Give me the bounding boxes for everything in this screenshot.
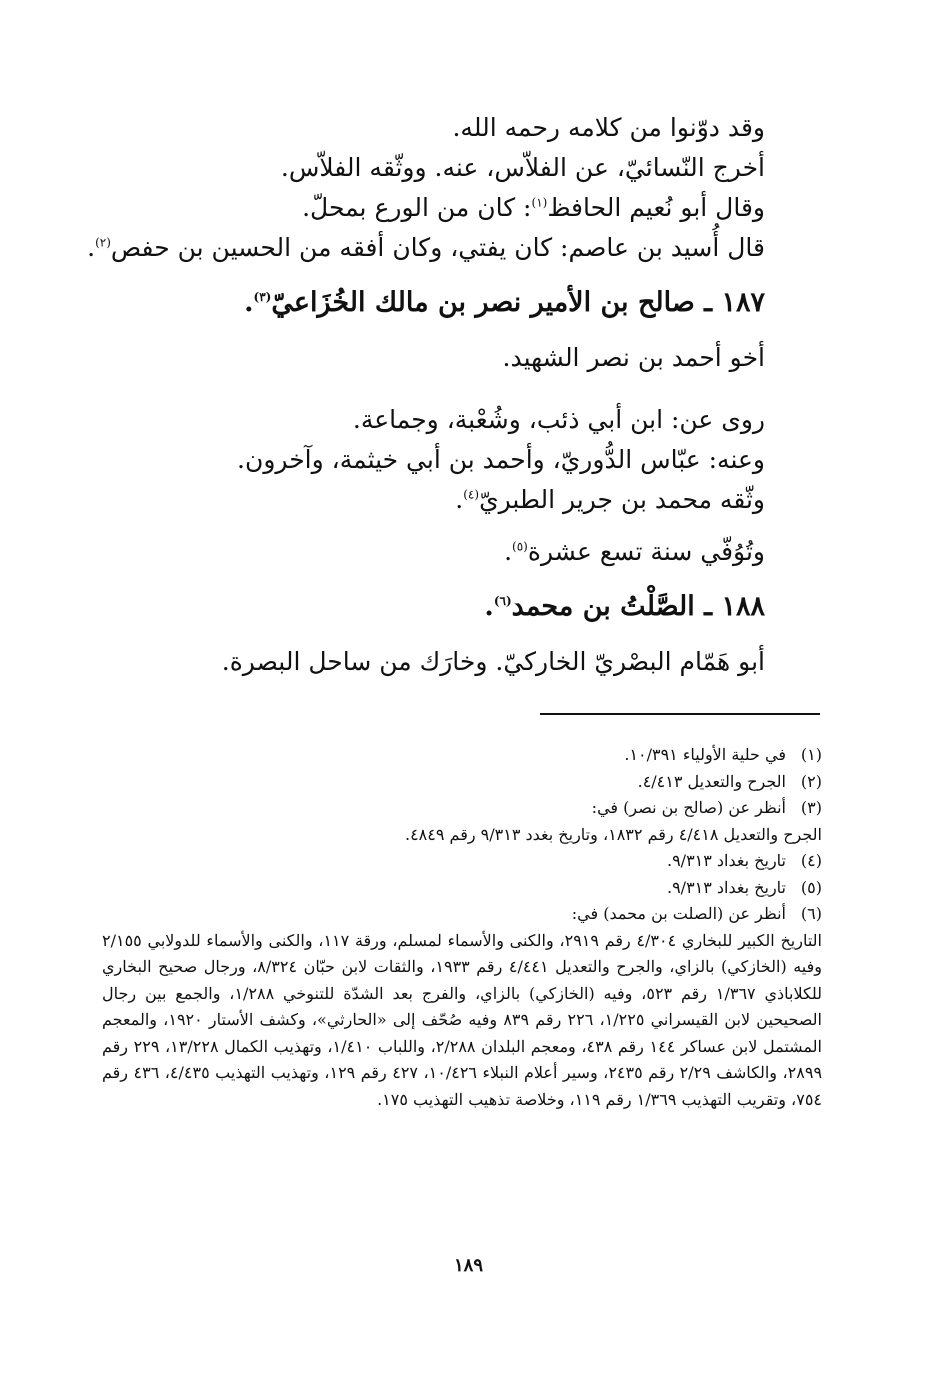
footnote-6-cont: التاريخ الكبير للبخاري ٤/٣٠٤ رقم ٢٩١٩، والكنى والأسماء لمسلم، ورقة ١١٧، والكنى والأسماء للدولابي ٢/١٥٥ وفيه (الخازكي) بالزاي، والجرح والتعديل ٤/٤٤١ رقم ١٩٣٣، والثقات لابن حبّان ٨/٣٢٤، ورجال صحيح البخاري للكلاباذي ١/٣٦٧ رقم ٥٢٣، وفيه (الخازكي) بالزاي، والفرج بعد الشدّة للتنوخي ١/٢٨٨، والجمع بين رجال الصحيحين لابن القيسراني ١/٢٢٥، ٢٢٦ رقم ٨٣٩ وفيه صُحّف إلى «الحارثي»، وكشف الأستار ١٩٢٠، والمعجم المشتمل لابن عساكر ١٤٤ رقم ٤٣٨، ومعجم البلدان ٢/٢٨٨، واللباب ١/٤١٠، وتهذيب الكمال ١٣/٢٢٨، ٢٢٩ رقم ٢٨٩٩، والكاشف ٢/٢٩ رقم ٢٤٣٥، وسير أعلام النبلاء ١٠/٤٢٦، ٤٢٧ رقم ١٢٩، وتهذيب التهذيب ٤/٤٣٥، ٤٣٦ رقم ٧٥٤، وتقريب التهذيب ١/٣٦٩ رقم ١١٩، وخلاصة تذهيب التهذيب ١٧٥. bbox=[102, 930, 823, 1109]
footnote-6: (٦)أنظر عن (الصلت بن محمد) في: bbox=[571, 904, 822, 923]
footnote-ref: (٣) bbox=[253, 290, 272, 304]
footnote-5: (٥)تاريخ بغداد ٩/٣١٣. bbox=[666, 877, 822, 897]
text-line: وقد دوّنوا من كلامه رحمه الله. bbox=[452, 113, 765, 142]
footnote-3-cont: الجرح والتعديل ٤/٤١٨ رقم ١٨٣٢، وتاريخ بغدد ٩/٣١٣ رقم ٤٨٤٩. bbox=[404, 824, 822, 844]
footnote-ref: (٤) bbox=[463, 487, 480, 502]
footnote-ref: (٥) bbox=[512, 539, 528, 554]
text-line: قال أُسيد بن عاصم: كان يفتي، وكان أفقه من الحسين بن حفص$^{(٢)}$. bbox=[87, 233, 765, 262]
footnote-divider bbox=[540, 713, 820, 715]
text-line: وتُوُفّي سنة تسع عشرة$^{(٥)}$. bbox=[504, 537, 765, 566]
text-line: أخو أحمد بن نصر الشهيد. bbox=[502, 343, 765, 372]
page-number: ١٨٩ bbox=[453, 1255, 483, 1276]
main-text bbox=[87, 108, 765, 682]
footnote-3: (٣)أنظر عن (صالح بن نصر) في: bbox=[591, 798, 822, 817]
footnote-4: (٤)تاريخ بغداد ٩/٣١٣. bbox=[666, 851, 822, 870]
footnotes bbox=[102, 742, 822, 1113]
text-line: روى عن: ابن أبي ذئب، وشُعْبة، وجماعة. bbox=[352, 405, 765, 434]
footnote-ref: (٦) bbox=[493, 594, 512, 608]
entry-heading-187: ١٨٧ ـ صالح بن الأمير نصر بن مالك الخُزَاعيّ$^{(٣)}$. bbox=[244, 287, 765, 318]
footnote-ref: (٢) bbox=[95, 235, 111, 250]
footnote-2: (٢)الجرح والتعديل ٤/٤١٣. bbox=[637, 771, 822, 791]
text-line: وقال أبو نُعيم الحافظ$^{(١)}$: كان من الورع بمحلّ. bbox=[302, 193, 765, 222]
text-line: وثّقه محمد بن جرير الطبريّ$^{(٤)}$. bbox=[455, 485, 765, 514]
entry-heading-188: ١٨٨ ـ الصَّلْتُ بن محمد$^{(٦)}$. bbox=[484, 591, 765, 622]
text-line: أخرج النّسائيّ، عن الفلاّس، عنه. ووثّقه الفلاّس. bbox=[280, 153, 765, 182]
text-line: أبو هَمّام البصْريّ الخاركيّ. وخارَك من ساحل البصرة. bbox=[221, 647, 765, 676]
footnote-ref: (١) bbox=[531, 195, 548, 210]
text-line: وعنه: عبّاس الدُّوريّ، وأحمد بن أبي خيثمة، وآخرون. bbox=[237, 445, 765, 474]
footnote-1: (١)في حلية الأولياء ١٠/٣٩١. bbox=[624, 745, 822, 764]
